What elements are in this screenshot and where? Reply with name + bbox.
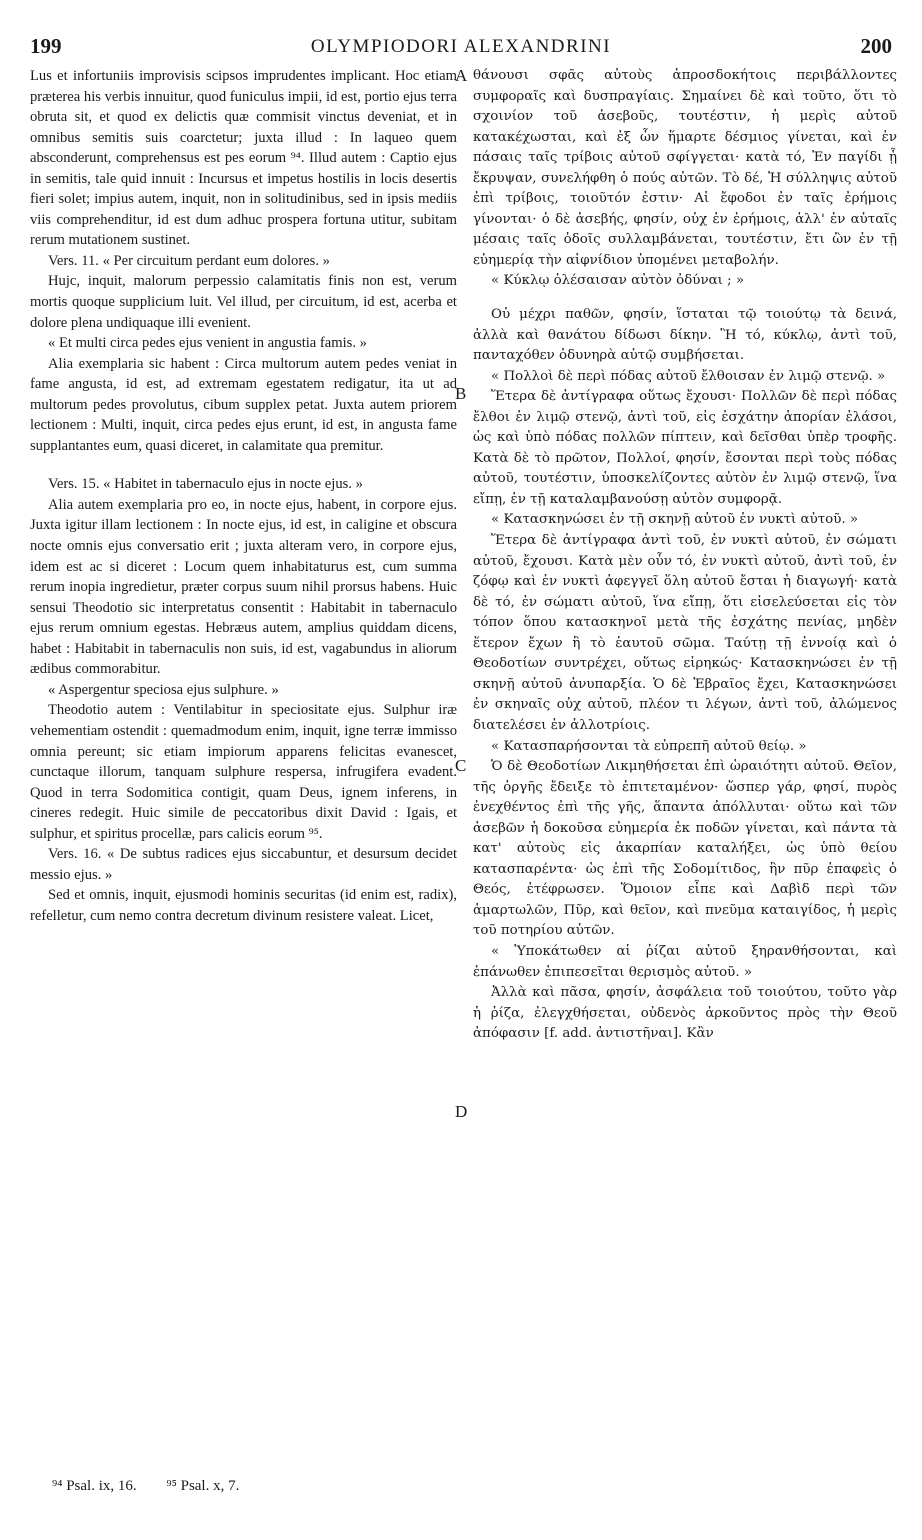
latin-verse-heading: Vers. 16. « De subtus radices ejus siccabuntur, et desursum decidet messio ejus. »: [30, 846, 457, 883]
section-marker-b: B: [455, 384, 467, 403]
latin-paragraph: Lus et infortuniis improvisis scipsos imprudentes implicant. Hoc etiam præterea his verbis innuitur, quod funiculus impii, id est, portio ejus terra obruta sit, et quod ex delictis quæ commisit vinctus deveniat, et in omnibus semitis suis coarctetur; juxta illud : In laqueo quem absconderunt, comprehensus est pes eorum ⁹⁴. Illud autem : Captio ejus in semitis, tale quid innuit : Incursus et impetus hostilis in locis desertis fieri solet; impius autem, inquit, non in solitudinibus, sed in ipsis mediis viis comprehenditur, id est dum adhuc prospera fortuna utitur, subitam rerum mutationem sustinet.: [30, 68, 457, 249]
greek-verse-heading: « Ὑποκάτωθεν αἱ ῥίζαι αὐτοῦ ξηρανθήσονται, καὶ ἐπάνωθεν ἐπιπεσεῖται θερισμὸς αὐτοῦ. »: [473, 943, 897, 980]
section-marker-c: C: [455, 756, 467, 775]
page-title: OLYMPIODORI ALEXANDRINI: [310, 36, 612, 57]
greek-paragraph: θάνουσι σφᾶς αὐτοὺς ἀπροσδοκήτοις περιβάλλοντες συμφοραῖς καὶ δυσπραγίαις. Σημαίνει δὲ καὶ τοῦτο, ὅτι τὸ σχοινίον τοῦ ἀσεβοῦς, τουτέστιν, ἡ μερὶς αὐτοῦ κατακέχωσται, καὶ ἐξ ὧν ἥμαρτε δέσμιος γίνεται, καὶ ἐν πάσαις ταῖς τρίβοις αὐτοῦ σφίγγεται· κατὰ τό, Ἐν παγίδι ᾗ ἔκρυψαν, συνελήφθη ὁ πούς αὐτῶν. Τὸ δέ, Ἡ σύλληψις αὐτοῦ ἐπὶ τρίβοις, τοιοῦτόν ἐστιν· Αἱ ἔφοδοι ἐν ταῖς ἐρήμοις γίνονται· ὁ δὲ ἀσεβής, φησίν, οὐχ ἐν ἐρήμοις, ἀλλ' ἐν αὐταῖς μέσαις ταῖς ὁδοῖς συλλαμβάνεται, τουτέστιν, ἔτι ὢν ἐν τῇ εὐημερίᾳ τὴν αἰφνίδιον ὑπομένει μεταβολήν.: [473, 68, 897, 268]
greek-verse-heading: « Κατασπαρήσονται τὰ εὐπρεπῆ αὐτοῦ θείῳ. »: [491, 738, 807, 754]
footnotes: [52, 1478, 265, 1495]
section-marker-a: A: [455, 66, 468, 85]
greek-paragraph: Ὁ δὲ Θεοδοτίων Λικμηθήσεται ἐπὶ ὡραιότητι αὐτοῦ. Θεῖον, τῆς ὀργῆς ἔδειξε τὸ ἐπιτεταμένον· ὥσπερ γάρ, φησί, πυρὸς ἐνεχθέντος ἐπὶ τῆς γῆς, ἅπαντα ἀπόλλυται· οὕτω καὶ τῶν ἀσεβῶν ἡ δοκοῦσα εὐημερία ἐκ ποδῶν γίνεται, καὶ πάντα τὰ κατ' αὐτοὺς εἰς ἀκαρπίαν καταλήξει, ὡς ὑπὸ θείου κατασπαρέντα· ὡς ἐπὶ τῆς Σοδομίτιδος, ἣν πῦρ ἐπαφεὶς ὁ Θεός, ἐτέφρωσεν. Ὅμοιον εἶπε καὶ Δαβὶδ περὶ τῶν ἁμαρτωλῶν, Πῦρ, καὶ θεῖον, καὶ πνεῦμα καταιγίδος, ἡ μερὶς τοῦ ποτηρίου αὐτῶν.: [473, 759, 897, 939]
latin-verse-heading: « Aspergentur speciosa ejus sulphure. »: [48, 681, 279, 698]
latin-verse-heading: Vers. 11. « Per circuitum perdant eum dolores. »: [48, 252, 330, 269]
footnote: ⁹⁴ Psal. ix, 16.: [52, 1478, 137, 1494]
section-marker-d: D: [455, 1102, 468, 1121]
latin-column: [30, 66, 457, 926]
latin-paragraph: Hujc, inquit, malorum perpessio calamitatis finis non est, verum mortis quoque supplicium luit. Vel illud, per circuitum, id est, acerba et dolore plena undiquaque illi evenient.: [30, 273, 457, 331]
greek-column: [473, 66, 897, 1045]
greek-verse-heading: « Κατασκηνώσει ἐν τῇ σκηνῇ αὐτοῦ ἐν νυκτὶ αὐτοῦ. »: [491, 512, 859, 528]
latin-paragraph: Alia exemplaria sic habent : Circa multorum autem pedes veniat in fame angusta, id est, ad extremam egestatem redigatur, ita ut ad multorum pedes provolutus, cibum supplex petat. Juxta autem priorem lectionem : Multi, inquit, circa pedes ejus erunt, id est, in angusta fame supplantantes eum, quasi diceret, in calamitate qua premitur.: [30, 355, 457, 454]
greek-paragraph: Ἕτερα δὲ ἀντίγραφα οὕτως ἔχουσι· Πολλῶν δὲ περὶ πόδας ἔλθοι ἐν λιμῷ στενῷ, ἀντὶ τοῦ, εἰς ἐσχάτην ἀπορίαν ἐλάσοι, ὡς καὶ ὑπὸ πόδας πολλῶν πίπτειν, καὶ δεῖσθαι ὑπὲρ τροφῆς. Κατὰ δὲ τὸ πρῶτον, Πολλοί, φησίν, ἔσονται περὶ τοὺς πόδας αὐτοῦ, τουτέστιν, ὑποσκελίζοντες αὐτὸν ἐν λιμῷ στενῷ, ἵνα εἴπῃ, ἐν τῇ καταλαμβανούσῃ αὐτὸν συμφορᾷ.: [473, 389, 897, 507]
latin-verse-heading: Vers. 15. « Habitet in tabernaculo ejus in nocte ejus. »: [48, 476, 363, 493]
greek-verse-heading: « Κύκλῳ ὀλέσαισαν αὐτὸν ὀδύναι ; »: [491, 273, 745, 289]
latin-verse-heading: « Et multi circa pedes ejus venient in angustia famis. »: [48, 335, 367, 352]
page-number-right: 200: [860, 34, 892, 58]
footnote: ⁹⁵ Psal. x, 7.: [166, 1478, 240, 1494]
latin-paragraph: Sed et omnis, inquit, ejusmodi hominis securitas (id enim est, radix), refelletur, cum nemo contra decretum divinum resistere valeat. Licet,: [30, 887, 457, 924]
page-number-left: 199: [30, 34, 62, 58]
greek-paragraph: Ἕτερα δὲ ἀντίγραφα ἀντὶ τοῦ, ἐν νυκτὶ αὐτοῦ, ἐν σώματι αὐτοῦ, ἔχουσι. Κατὰ μὲν οὖν τό, ἐν νυκτὶ αὐτοῦ, ἀντὶ τοῦ, ἐν ζόφῳ καὶ ἐν νυκτὶ ἀφεγγεῖ ὅλη αὐτοῦ ἔσται ἡ διαγωγή· κατὰ δὲ τό, ἐν σώματι αὐτοῦ, ἵνα εἴπῃ, ὅτι εἰσελεύσεται εἰς τὸν τόπον ὅπου κατασκηνοῖ μετὰ τῆς ἐσχάτης πενίας, μηδὲν ἕτερον ἔχων ἢ τὸ ἑαυτοῦ σῶμα. Ταύτῃ τῇ ἐννοίᾳ καὶ ὁ Θεοδοτίων συντρέχει, οὕτως εἰρηκώς· Κατασκηνώσει ἐν τῇ σκηνῇ αὐτοῦ ἀνυπαρξία. Ὁ δὲ Ἑβραῖος ἔχει, Κατασκηνώσει ἐν σκηναῖς οὐχ αὐτοῦ, πλέον τι λέγων, ἀντὶ τοῦ, ἀλώμενος διατελέσει ἐν ἀλλοτρίοις.: [473, 533, 897, 733]
latin-paragraph: Alia autem exemplaria pro eo, in nocte ejus, habent, in corpore ejus. Juxta igitur illam lectionem : In nocte ejus, id est, in caligine et obscura nocte omnis ejus conversatio erit ; juxta alteram vero, in corpore ejus, idem est ac si diceret : Locum quem inhabitaturus est, cum summa rerum inopia ingredietur, præter corpus suum nihil prorsus habens. Huic sensui Theodotio sic interpretatus consentit : Habitabit in tabernaculo ejus rerum omnium egestas. Hebræus autem, amplius quiddam dicens, habet : Habitabit in tabernaculis non suis, id est, vagabundus in aliorum ædibus commorabitur.: [30, 496, 457, 678]
page-header: [30, 34, 892, 64]
greek-paragraph: Οὐ μέχρι παθῶν, φησίν, ἵσταται τῷ τοιούτῳ τὰ δεινά, ἀλλὰ καὶ θανάτου δίδωσι δίκην. Ἢ τό, κύκλῳ, ἀντὶ τοῦ, πανταχόθεν ὀδυνηρὰ αὐτῷ συμβήσεται.: [473, 307, 897, 364]
greek-verse-heading: « Πολλοὶ δὲ περὶ πόδας αὐτοῦ ἔλθοισαν ἐν λιμῷ στενῷ. »: [491, 368, 886, 384]
greek-paragraph: Ἀλλὰ καὶ πᾶσα, φησίν, ἀσφάλεια τοῦ τοιούτου, τοῦτο γὰρ ἡ ῥίζα, ἐλεγχθήσεται, οὐδενὸς ἀρκοῦντος πρὸς τὴν Θεοῦ ἀπόφασιν [f. add. ἀντιστῆναι]. Κἂν: [473, 985, 897, 1042]
latin-paragraph: Theodotio autem : Ventilabitur in speciositate ejus. Sulphur iræ vehementiam ostendit : quemadmodum enim, inquit, igne terræ immisso omnia pereunt; sic etiam impiorum apparens felicitas evanescet, cunctaque illorum, tanquam sulphure respersa, infrugifera evadent. Quod in terra Sodomitica contigit, quam Deus, ignem inferens, in cineres redegit. Huic simile de peccatoribus dixit David : Igais, et sulphur, et spiritus procellæ, pars calicis eorum ⁹⁵.: [30, 702, 457, 842]
